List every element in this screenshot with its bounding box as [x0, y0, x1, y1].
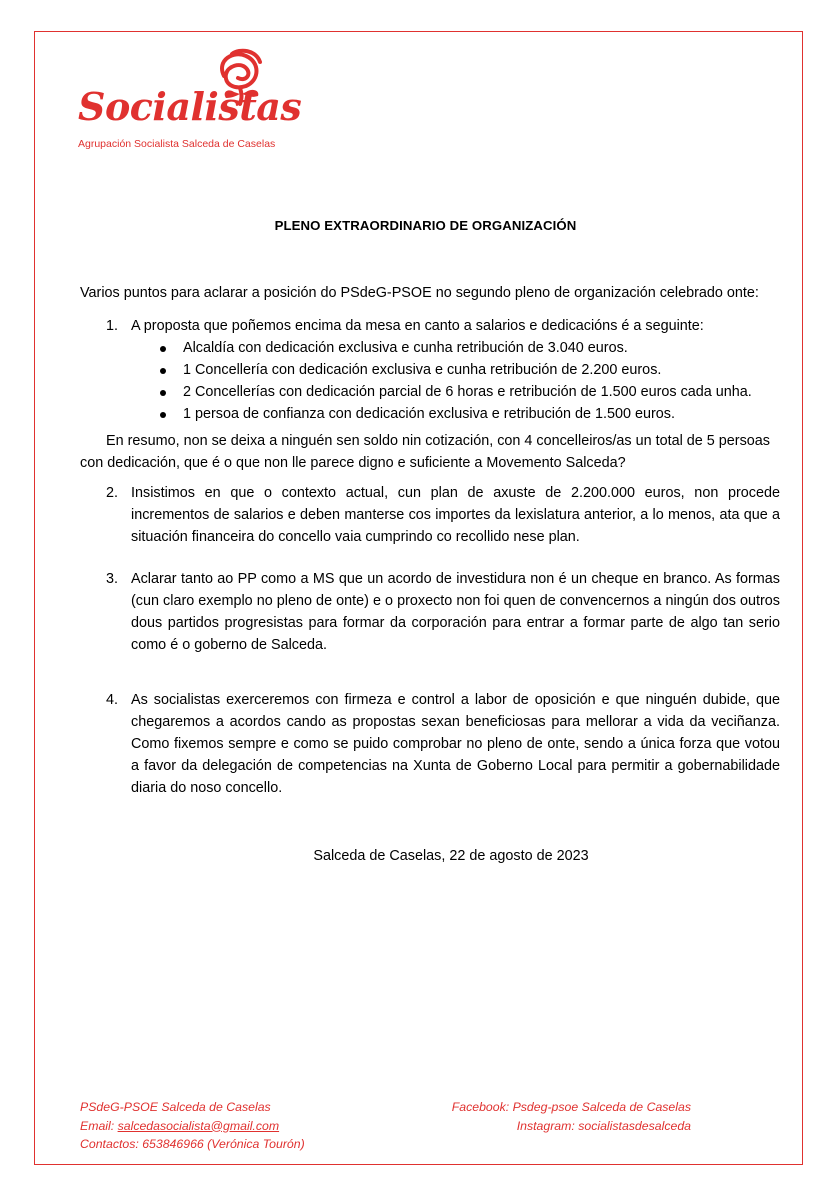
point-2: [80, 482, 780, 548]
document-title: PLENO EXTRAORDINARIO DE ORGANIZACIÓN: [274, 218, 577, 233]
point-4: [80, 689, 780, 799]
list-item: [80, 337, 780, 359]
logo-wordmark: Socialistas: [78, 84, 302, 129]
point-text: Insistimos en que o contexto actual, cun plan de axuste de 2.200.000 euros, non procede incrementos de salarios e deben manterse cos importes da lexislatura anterior, a lo menos, ata que a situación financeira do concello vaia cumprindo co recollido nese plan.: [131, 485, 780, 545]
point-3: [80, 568, 780, 656]
bullet-text: Alcaldía con dedicación exclusiva e cunha retribución de 3.040 euros.: [183, 340, 628, 356]
point-number: 2.: [106, 485, 119, 501]
point-1: [80, 315, 780, 425]
summary-paragraph: En resumo, non se deixa a ninguén sen soldo nin cotización, con 4 concelleiros/as un total de 5 persoas con dedicación, que é o que non lle parece digno e suficiente a Movemento Salceda?: [80, 433, 770, 471]
point-text: As socialistas exerceremos con firmeza e control a labor de oposición e que ninguén dubide, que chegaremos a acordos cando as propostas sexan beneficiosas para mellorar a vida da veciñanza. Como fixemos sempre e como se puido comprobar no pleno de onte, sendo a única forza que votou a favor da delegación de competencias na Xunta de Goberno Local para permitir a gobernabilidade diaria do noso concello.: [131, 692, 780, 796]
bullet-icon: [160, 412, 166, 418]
point-number: 1.: [106, 318, 119, 334]
list-item: [80, 381, 780, 403]
party-logo: [74, 48, 302, 158]
footer-email-label: Email:: [80, 1118, 118, 1133]
bullet-text: 2 Concellerías con dedicación parcial de 6 horas e retribución de 1.500 euros cada unha.: [183, 384, 752, 400]
bullet-text: 1 Concellería con dedicación exclusiva e cunha retribución de 2.200 euros.: [183, 362, 662, 378]
point-number: 3.: [106, 571, 119, 587]
list-item: [80, 403, 780, 425]
bullet-icon: [160, 368, 166, 374]
logo-subtitle: Agrupación Socialista Salceda de Caselas: [78, 138, 276, 150]
bullet-text: 1 persoa de confianza con dedicación exclusiva e retribución de 1.500 euros.: [183, 406, 675, 422]
intro-paragraph: Varios puntos para aclarar a posición do PSdeG-PSOE no segundo pleno de organización celebrado onte:: [80, 285, 759, 301]
point-text: A proposta que poñemos encima da mesa en canto a salarios e dedicacións é a seguinte:: [131, 318, 704, 334]
point-text: Aclarar tanto ao PP como a MS que un acordo de investidura non é un cheque en branco. As formas (cun claro exemplo no pleno de onte) e o proxecto non foi quen de convencernos a ningún dos outros dous partidos progresistas para formar da corporación para entrar a formar parte de algo tan serio como é o goberno de Salceda.: [131, 571, 780, 653]
footer-org: PSdeG-PSOE Salceda de Caselas: [80, 1100, 271, 1114]
salary-bullet-list: [80, 337, 780, 425]
footer-email-line: [80, 1117, 305, 1136]
footer-email-link[interactable]: salcedasocialista@gmail.com: [117, 1118, 280, 1133]
bullet-icon: [160, 390, 166, 396]
point-number: 4.: [106, 692, 119, 708]
list-item: [80, 359, 780, 381]
footer-facebook: Facebook: Psdeg-psoe Salceda de Caselas: [451, 1100, 691, 1114]
bullet-icon: [160, 346, 166, 352]
footer-instagram: Instagram: socialistasdesalceda: [516, 1118, 691, 1133]
footer-phone: Contactos: 653846966 (Verónica Tourón): [80, 1137, 305, 1151]
footer-social: [452, 1098, 691, 1135]
footer-contact: [80, 1098, 305, 1154]
place-date-signature: Salceda de Caselas, 22 de agosto de 2023: [313, 848, 589, 864]
